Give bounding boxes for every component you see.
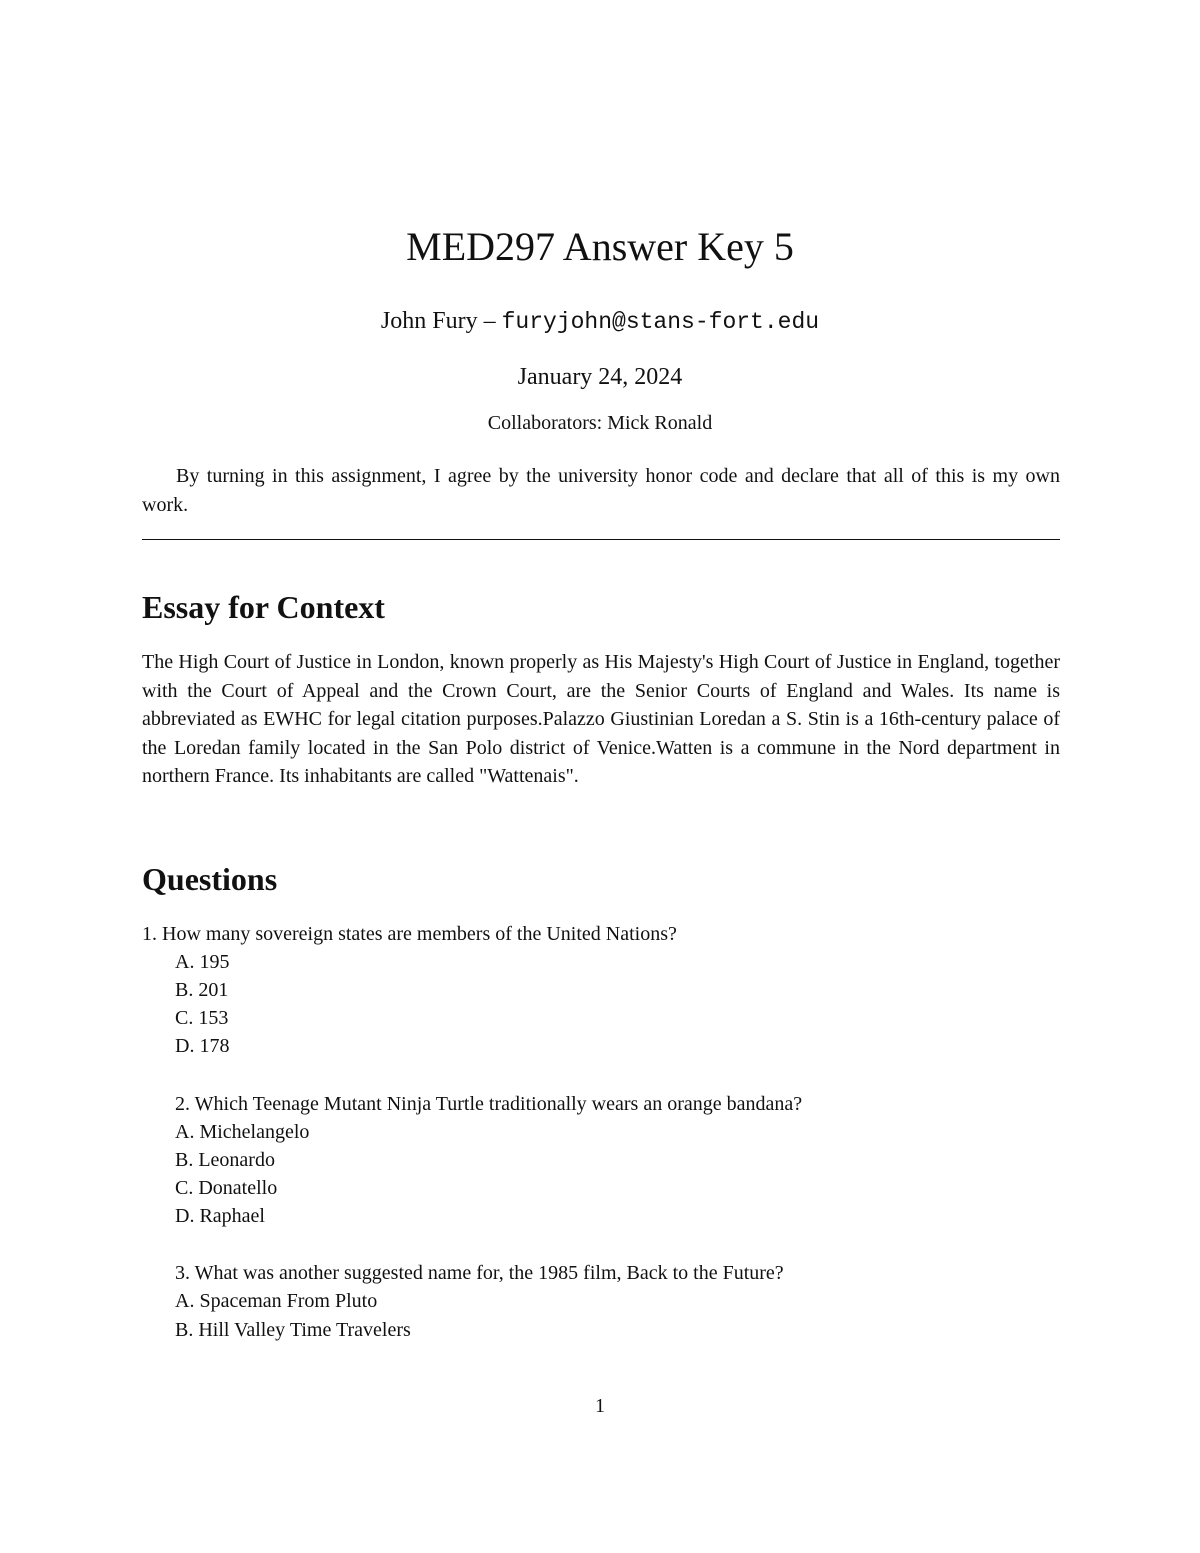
author-separator: – (483, 308, 496, 334)
document-date: January 24, 2024 (517, 364, 683, 390)
question-1-option-c: C. 153 (175, 1007, 229, 1029)
essay-heading: Essay for Context (142, 589, 385, 625)
question-1-option-a: A. 195 (175, 951, 230, 973)
author-name: John Fury (380, 308, 478, 334)
question-2-option-b: B. Leonardo (175, 1149, 275, 1171)
question-2-option-c: C. Donatello (175, 1177, 278, 1199)
question-3-prompt: 3. What was another suggested name for, the 1985 film, Back to the Future? (175, 1262, 784, 1284)
questions-heading: Questions (142, 861, 278, 897)
document-title: MED297 Answer Key 5 (406, 224, 794, 269)
essay-body: The High Court of Justice in London, known properly as His Majesty's High Court of Justice in England, together with the Court of Appeal and the Crown Court, are the Senior Courts of England and Wales. Its name is abbreviated as EWHC for legal citation purposes.Palazzo Giustinian Loredan a S. Stin is a 16th-century palace of the Loredan family located in the San Polo district of Venice.Watten is a commune in the Nord department in northern France. Its inhabitants are called "Wattenais". (142, 651, 1060, 787)
page-number: 1 (595, 1395, 605, 1417)
question-2-option-a: A. Michelangelo (175, 1121, 310, 1143)
question-2-option-d: D. Raphael (175, 1205, 265, 1227)
author-email: furyjohn@stans-fort.edu (501, 309, 820, 335)
honor-statement: By turning in this assignment, I agree by the university honor code and declare that all of this is my own work. (142, 465, 1060, 516)
question-1-prompt: 1. How many sovereign states are members of the United Nations? (142, 923, 677, 945)
collaborators: Collaborators: Mick Ronald (487, 412, 713, 434)
question-2-prompt: 2. Which Teenage Mutant Ninja Turtle traditionally wears an orange bandana? (175, 1093, 803, 1115)
question-1-option-d: D. 178 (175, 1035, 230, 1057)
question-3-option-b: B. Hill Valley Time Travelers (175, 1319, 411, 1341)
question-3-option-a: A. Spaceman From Pluto (175, 1290, 378, 1312)
horizontal-rule (142, 539, 1060, 540)
author-line (0, 306, 1200, 337)
question-1-option-b: B. 201 (175, 979, 229, 1001)
